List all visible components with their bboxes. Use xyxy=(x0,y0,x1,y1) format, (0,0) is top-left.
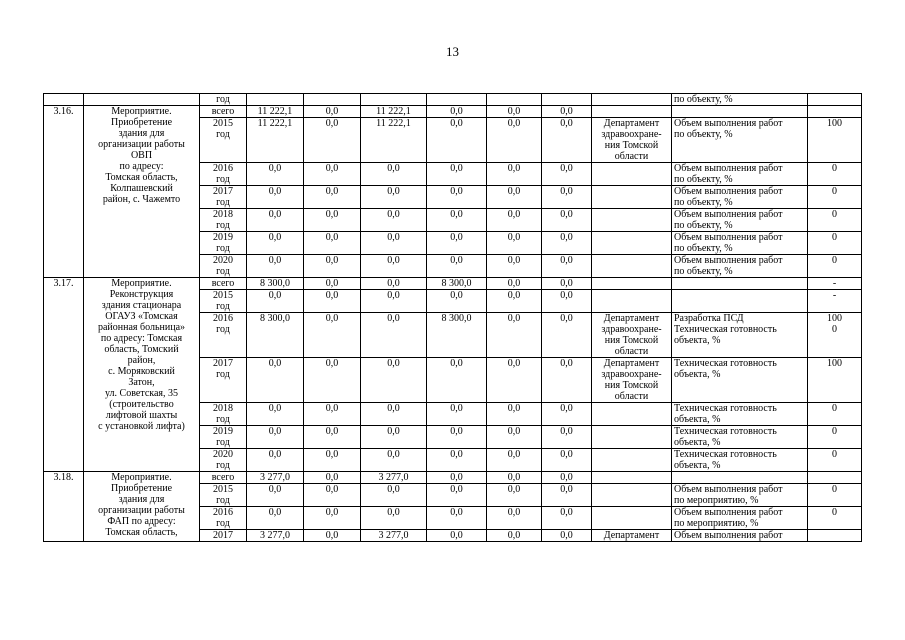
indicator-cell: Объем выполнения работ по объекту, % xyxy=(672,255,808,278)
value-cell: 0,0 xyxy=(304,106,361,118)
department-cell xyxy=(592,426,672,449)
value-cell: 11 222,1 xyxy=(247,106,304,118)
year-cell: 2017 год xyxy=(200,186,247,209)
value-cell: 0,0 xyxy=(304,313,361,358)
indicator-value-cell: 0 xyxy=(808,426,862,449)
indicator-cell: Объем выполнения работ xyxy=(672,530,808,542)
page-number: 13 xyxy=(446,44,459,59)
program-table xyxy=(43,93,862,542)
value-cell: 0,0 xyxy=(487,530,542,542)
value-cell: 0,0 xyxy=(427,255,487,278)
value-cell: 0,0 xyxy=(304,449,361,472)
value-cell: 0,0 xyxy=(542,290,592,313)
value-cell: 0,0 xyxy=(247,163,304,186)
value-cell: 11 222,1 xyxy=(247,118,304,163)
indicator-cell: Объем выполнения работ по объекту, % xyxy=(672,163,808,186)
value-cell: 0,0 xyxy=(487,106,542,118)
indicator-cell: по объекту, % xyxy=(672,94,808,106)
year-cell: 2015 год xyxy=(200,484,247,507)
value-cell: 0,0 xyxy=(247,449,304,472)
activity-description-cell: Мероприятие. Приобретение здания для организации работы ФАП по адресу: Томская область, xyxy=(84,472,200,542)
value-cell: 0,0 xyxy=(487,255,542,278)
year-cell: всего xyxy=(200,472,247,484)
value-cell: 0,0 xyxy=(487,163,542,186)
value-cell xyxy=(542,94,592,106)
year-cell: 2019 год xyxy=(200,232,247,255)
value-cell: 0,0 xyxy=(487,358,542,403)
year-cell: 2015 год xyxy=(200,118,247,163)
description-cell xyxy=(84,94,200,106)
table-row xyxy=(44,472,862,484)
value-cell: 0,0 xyxy=(304,507,361,530)
year-cell: 2019 год xyxy=(200,426,247,449)
department-cell: Департамент здравоохране- ния Томской области xyxy=(592,118,672,163)
value-cell: 0,0 xyxy=(487,209,542,232)
value-cell: 0,0 xyxy=(487,449,542,472)
value-cell: 0,0 xyxy=(487,507,542,530)
value-cell: 0,0 xyxy=(304,403,361,426)
indicator-cell: Объем выполнения работ по мероприятию, % xyxy=(672,484,808,507)
value-cell: 0,0 xyxy=(487,186,542,209)
department-cell xyxy=(592,449,672,472)
value-cell: 0,0 xyxy=(427,426,487,449)
year-cell: всего xyxy=(200,278,247,290)
year-cell: всего xyxy=(200,106,247,118)
number-cell xyxy=(44,94,84,106)
department-cell xyxy=(592,290,672,313)
value-cell: 0,0 xyxy=(361,449,427,472)
indicator-cell: Объем выполнения работ по объекту, % xyxy=(672,232,808,255)
value-cell: 0,0 xyxy=(247,358,304,403)
department-cell xyxy=(592,186,672,209)
indicator-cell: Объем выполнения работ по объекту, % xyxy=(672,209,808,232)
indicator-value-cell: 100 0 xyxy=(808,313,862,358)
value-cell: 3 277,0 xyxy=(361,530,427,542)
value-cell: 0,0 xyxy=(304,278,361,290)
indicator-value-cell: 100 xyxy=(808,118,862,163)
year-cell: 2015 год xyxy=(200,290,247,313)
value-cell: 0,0 xyxy=(247,290,304,313)
department-cell xyxy=(592,278,672,290)
department-cell: Департамент xyxy=(592,530,672,542)
indicator-cell: Техническая готовность объекта, % xyxy=(672,449,808,472)
indicator-value-cell: 100 xyxy=(808,358,862,403)
value-cell: 0,0 xyxy=(542,163,592,186)
value-cell: 3 277,0 xyxy=(247,472,304,484)
value-cell: 0,0 xyxy=(361,186,427,209)
value-cell: 0,0 xyxy=(247,403,304,426)
activity-number-cell: 3.17. xyxy=(44,278,84,472)
value-cell xyxy=(304,94,361,106)
table-row xyxy=(44,106,862,118)
indicator-value-cell: - xyxy=(808,290,862,313)
value-cell: 0,0 xyxy=(487,472,542,484)
activity-description-cell: Мероприятие. Приобретение здания для организации работы ОВП по адресу: Томская область, Колпашевский район, с. Чажемто xyxy=(84,106,200,278)
value-cell: 0,0 xyxy=(361,209,427,232)
value-cell: 0,0 xyxy=(361,278,427,290)
indicator-value-cell: 0 xyxy=(808,403,862,426)
carryover-row xyxy=(44,94,862,106)
year-cell: 2016 год xyxy=(200,313,247,358)
value-cell: 0,0 xyxy=(361,358,427,403)
value-cell: 3 277,0 xyxy=(247,530,304,542)
indicator-value-cell: 0 xyxy=(808,163,862,186)
indicator-value-cell: 0 xyxy=(808,507,862,530)
value-cell: 0,0 xyxy=(427,530,487,542)
value-cell: 0,0 xyxy=(247,484,304,507)
value-cell: 0,0 xyxy=(427,472,487,484)
indicator-value-cell: 0 xyxy=(808,449,862,472)
value-cell: 0,0 xyxy=(427,232,487,255)
department-cell: Департамент здравоохране- ния Томской области xyxy=(592,358,672,403)
indicator-value-cell: 0 xyxy=(808,232,862,255)
year-cell: 2016 год xyxy=(200,163,247,186)
value-cell: 0,0 xyxy=(542,426,592,449)
indicator-cell xyxy=(672,278,808,290)
department-cell xyxy=(592,255,672,278)
value-cell: 0,0 xyxy=(361,313,427,358)
department-cell: Департамент здравоохране- ния Томской области xyxy=(592,313,672,358)
indicator-cell: Техническая готовность объекта, % xyxy=(672,426,808,449)
value-cell: 0,0 xyxy=(427,358,487,403)
indicator-cell: Объем выполнения работ по объекту, % xyxy=(672,118,808,163)
value-cell: 0,0 xyxy=(361,426,427,449)
indicator-value-cell: 0 xyxy=(808,209,862,232)
indicator-cell: Техническая готовность объекта, % xyxy=(672,358,808,403)
value-cell: 11 222,1 xyxy=(361,106,427,118)
value-cell: 0,0 xyxy=(487,278,542,290)
department-cell xyxy=(592,484,672,507)
value-cell: 0,0 xyxy=(542,106,592,118)
value-cell: 0,0 xyxy=(361,484,427,507)
indicator-value-cell: - xyxy=(808,278,862,290)
value-cell: 8 300,0 xyxy=(427,313,487,358)
indicator-value-cell xyxy=(808,106,862,118)
indicator-cell: Разработка ПСД Техническая готовность объекта, % xyxy=(672,313,808,358)
year-cell: 2016 год xyxy=(200,507,247,530)
value-cell: 0,0 xyxy=(427,186,487,209)
department-cell xyxy=(592,403,672,426)
year-cell: 2020 год xyxy=(200,255,247,278)
value-cell: 0,0 xyxy=(542,255,592,278)
value-cell: 0,0 xyxy=(542,186,592,209)
value-cell: 0,0 xyxy=(427,106,487,118)
value-cell: 0,0 xyxy=(427,507,487,530)
value-cell xyxy=(487,94,542,106)
value-cell: 0,0 xyxy=(542,403,592,426)
value-cell: 0,0 xyxy=(487,426,542,449)
year-cell: 2018 год xyxy=(200,209,247,232)
value-cell: 0,0 xyxy=(542,507,592,530)
value-cell: 0,0 xyxy=(361,232,427,255)
value-cell: 0,0 xyxy=(542,472,592,484)
indicator-cell xyxy=(672,106,808,118)
indicator-cell: Техническая готовность объекта, % xyxy=(672,403,808,426)
value-cell: 8 300,0 xyxy=(427,278,487,290)
value-cell: 0,0 xyxy=(542,209,592,232)
value-cell: 0,0 xyxy=(427,290,487,313)
value-cell: 0,0 xyxy=(304,209,361,232)
department-cell xyxy=(592,472,672,484)
value-cell: 0,0 xyxy=(487,118,542,163)
value-cell: 0,0 xyxy=(361,163,427,186)
indicator-value-cell: 0 xyxy=(808,186,862,209)
value-cell: 0,0 xyxy=(247,255,304,278)
activity-number-cell: 3.16. xyxy=(44,106,84,278)
value-cell: 0,0 xyxy=(427,163,487,186)
value-cell: 0,0 xyxy=(247,209,304,232)
value-cell: 0,0 xyxy=(487,232,542,255)
value-cell: 0,0 xyxy=(247,426,304,449)
value-cell: 0,0 xyxy=(542,232,592,255)
value-cell: 0,0 xyxy=(304,530,361,542)
year-cell: 2017 год xyxy=(200,358,247,403)
value-cell: 0,0 xyxy=(304,255,361,278)
value-cell xyxy=(361,94,427,106)
value-cell: 0,0 xyxy=(304,426,361,449)
value-cell: 0,0 xyxy=(542,118,592,163)
value-cell: 0,0 xyxy=(304,118,361,163)
value-cell: 3 277,0 xyxy=(361,472,427,484)
indicator-cell: Объем выполнения работ по объекту, % xyxy=(672,186,808,209)
value-cell: 0,0 xyxy=(304,484,361,507)
department-cell xyxy=(592,163,672,186)
department-cell xyxy=(592,232,672,255)
year-cell: год xyxy=(200,94,247,106)
value-cell: 0,0 xyxy=(487,313,542,358)
value-cell: 0,0 xyxy=(427,209,487,232)
value-cell: 0,0 xyxy=(427,118,487,163)
department-cell xyxy=(592,106,672,118)
value-cell xyxy=(247,94,304,106)
value-cell: 0,0 xyxy=(247,507,304,530)
indicator-value-cell xyxy=(808,472,862,484)
value-cell: 0,0 xyxy=(542,313,592,358)
indicator-value-cell: 0 xyxy=(808,255,862,278)
value-cell: 0,0 xyxy=(304,290,361,313)
year-cell: 2018 год xyxy=(200,403,247,426)
indicator-cell xyxy=(672,290,808,313)
indicator-value-cell xyxy=(808,530,862,542)
year-cell: 2017 xyxy=(200,530,247,542)
value-cell: 0,0 xyxy=(542,484,592,507)
indicator-value-cell xyxy=(808,94,862,106)
value-cell: 0,0 xyxy=(487,403,542,426)
value-cell: 0,0 xyxy=(361,255,427,278)
indicator-cell: Объем выполнения работ по мероприятию, % xyxy=(672,507,808,530)
value-cell: 0,0 xyxy=(304,358,361,403)
value-cell: 0,0 xyxy=(304,232,361,255)
value-cell: 0,0 xyxy=(247,186,304,209)
value-cell: 0,0 xyxy=(542,358,592,403)
value-cell: 0,0 xyxy=(487,290,542,313)
table-row xyxy=(44,278,862,290)
value-cell: 0,0 xyxy=(247,232,304,255)
value-cell: 0,0 xyxy=(304,472,361,484)
value-cell: 0,0 xyxy=(361,290,427,313)
activity-description-cell: Мероприятие. Реконструкция здания стационара ОГАУЗ «Томская районная больница» по адресу: Томская область, Томский район, с. Моряковский Затон, ул. Советская, 35 (строительство лифтовой шахты с установкой лифта) xyxy=(84,278,200,472)
value-cell: 11 222,1 xyxy=(361,118,427,163)
value-cell: 0,0 xyxy=(361,403,427,426)
value-cell: 0,0 xyxy=(427,484,487,507)
activity-number-cell: 3.18. xyxy=(44,472,84,542)
year-cell: 2020 год xyxy=(200,449,247,472)
value-cell: 0,0 xyxy=(427,403,487,426)
value-cell: 8 300,0 xyxy=(247,278,304,290)
value-cell: 0,0 xyxy=(542,530,592,542)
value-cell: 0,0 xyxy=(427,449,487,472)
department-cell xyxy=(592,209,672,232)
value-cell: 8 300,0 xyxy=(247,313,304,358)
indicator-value-cell: 0 xyxy=(808,484,862,507)
department-cell xyxy=(592,94,672,106)
department-cell xyxy=(592,507,672,530)
value-cell: 0,0 xyxy=(542,278,592,290)
indicator-cell xyxy=(672,472,808,484)
value-cell: 0,0 xyxy=(304,186,361,209)
table-body xyxy=(44,94,862,542)
value-cell: 0,0 xyxy=(487,484,542,507)
value-cell: 0,0 xyxy=(542,449,592,472)
value-cell: 0,0 xyxy=(361,507,427,530)
value-cell: 0,0 xyxy=(304,163,361,186)
value-cell xyxy=(427,94,487,106)
